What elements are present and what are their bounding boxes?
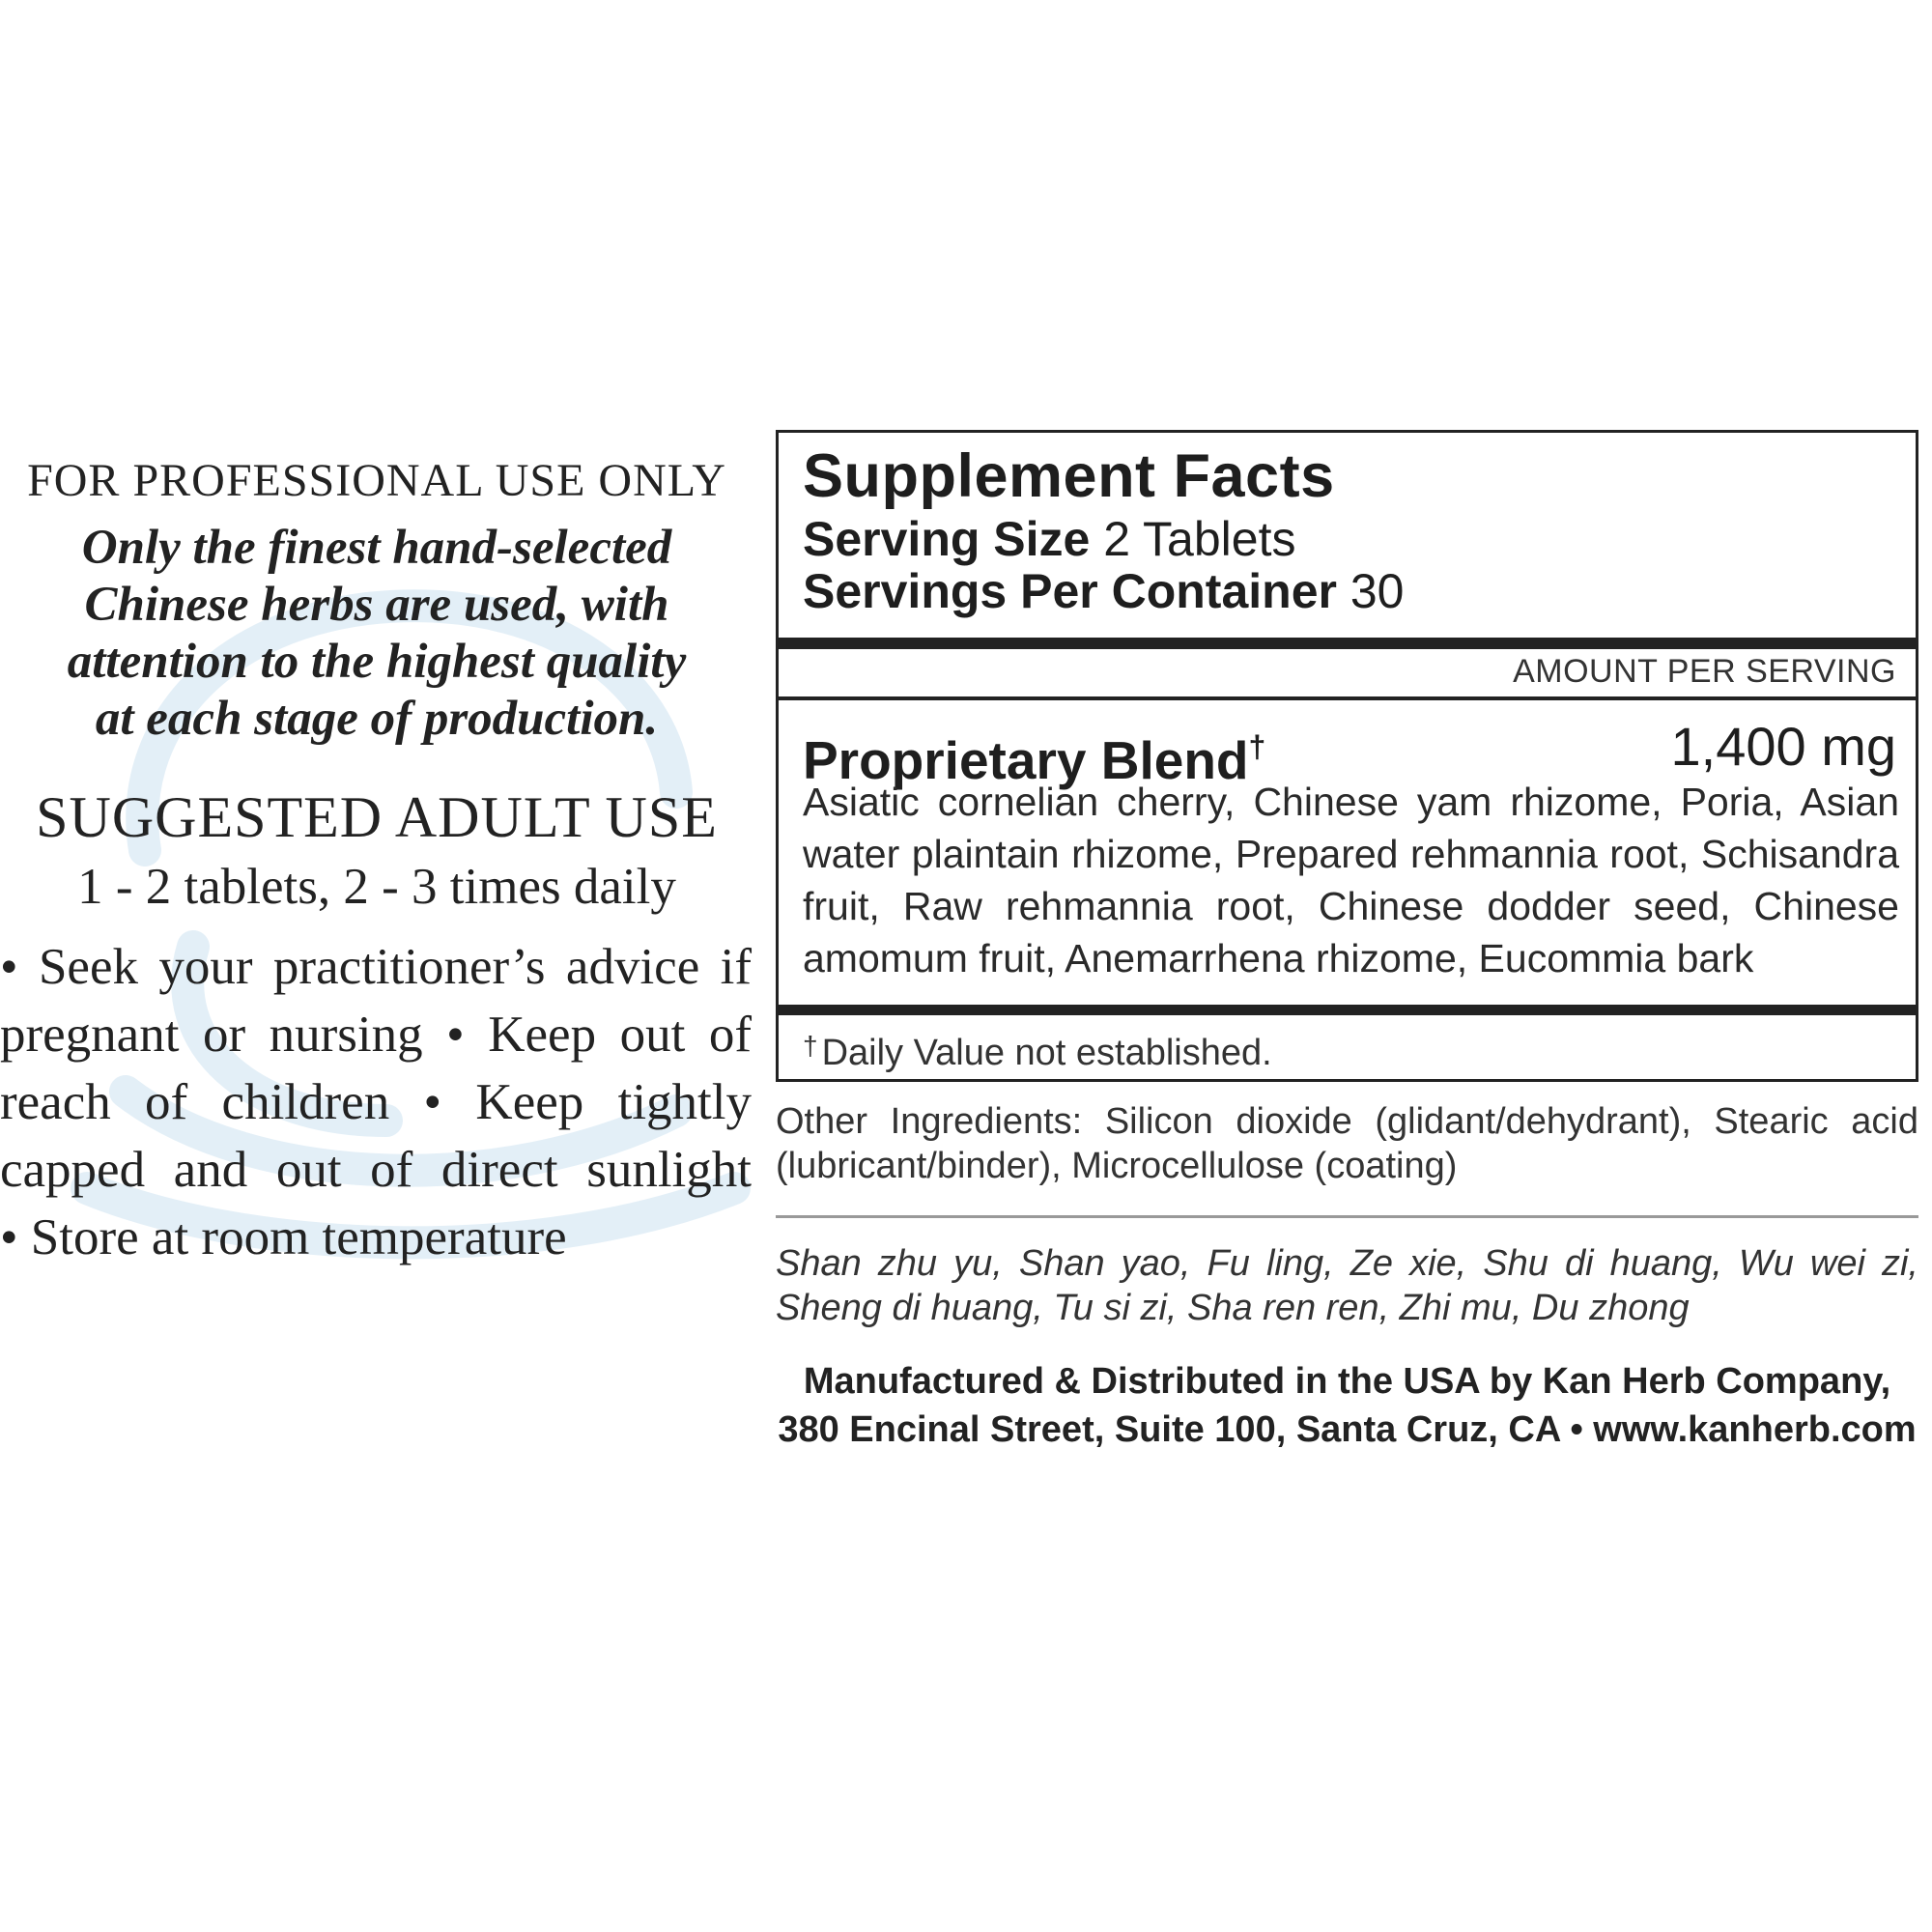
warning-line: pregnant or nursing • Keep out of bbox=[0, 1007, 752, 1063]
quality-statement bbox=[0, 520, 753, 748]
servings-per-container-value: 30 bbox=[1350, 564, 1405, 618]
other-ingredients-line: Other Ingredients: Silicon dioxide (glidant/dehydrant), Stearic acid bbox=[776, 1101, 1918, 1142]
left-column bbox=[0, 454, 753, 1271]
quality-line: at each stage of production. bbox=[95, 692, 659, 746]
proprietary-blend-amount: 1,400 mg bbox=[1670, 716, 1896, 777]
ingredient-line: Asiatic cornelian cherry, Chinese yam rhizome, Poria, Asian bbox=[803, 780, 1899, 824]
pinyin-line: Sheng di huang, Tu si zi, Sha ren ren, Zhi mu, Du zhong bbox=[776, 1288, 1690, 1328]
facts-title: Supplement Facts bbox=[803, 442, 1335, 510]
manufacturer-info bbox=[776, 1357, 1918, 1454]
quality-line: Only the finest hand-selected bbox=[81, 521, 672, 575]
other-ingredients bbox=[776, 1099, 1918, 1188]
serving-size-value: 2 Tablets bbox=[1103, 512, 1296, 566]
pinyin-names bbox=[776, 1241, 1918, 1330]
thin-divider bbox=[779, 696, 1916, 700]
warning-line: • Seek your practitioner’s advice if bbox=[0, 939, 752, 995]
warning-line: • Store at room temperature bbox=[0, 1209, 567, 1265]
quality-line: attention to the highest quality bbox=[67, 635, 687, 689]
manufacturer-line: Manufactured & Distributed in the USA by Kan Herb Company, bbox=[803, 1361, 1891, 1402]
supplement-facts-panel bbox=[776, 430, 1918, 1082]
dagger-mark: † bbox=[803, 1031, 818, 1061]
blend-ingredients bbox=[803, 776, 1899, 984]
ingredient-line: fruit, Raw rehmannia root, Chinese dodder seed, Chinese bbox=[803, 884, 1899, 928]
suggested-use-heading: SUGGESTED ADULT USE bbox=[36, 785, 718, 849]
servings-per-container-label: Servings Per Container bbox=[803, 564, 1337, 618]
ingredient-line: amomum fruit, Anemarrhena rhizome, Eucommia bark bbox=[803, 936, 1754, 980]
professional-notice: FOR PROFESSIONAL USE ONLY bbox=[27, 455, 726, 506]
serving-size-label: Serving Size bbox=[803, 512, 1091, 566]
other-ingredients-line: (lubricant/binder), Microcellulose (coating) bbox=[776, 1146, 1458, 1186]
warnings bbox=[0, 933, 752, 1271]
daily-value-text: Daily Value not established. bbox=[821, 1033, 1272, 1073]
section-divider bbox=[776, 1215, 1918, 1218]
blend-name-text: Proprietary Blend bbox=[803, 730, 1249, 790]
dosage-text: 1 - 2 tablets, 2 - 3 times daily bbox=[77, 859, 676, 915]
pinyin-line: Shan zhu yu, Shan yao, Fu ling, Ze xie, Shu di huang, Wu wei zi, bbox=[776, 1243, 1918, 1284]
thick-divider bbox=[779, 638, 1916, 649]
thick-divider bbox=[779, 1005, 1916, 1015]
servings-per-container-row bbox=[803, 564, 1405, 618]
warning-line: reach of children • Keep tightly bbox=[0, 1074, 752, 1130]
amount-per-serving-header: AMOUNT PER SERVING bbox=[1513, 653, 1896, 690]
warning-line: capped and out of direct sunlight bbox=[0, 1142, 752, 1198]
manufacturer-address: 380 Encinal Street, Suite 100, Santa Cruz, CA • www.kanherb.com bbox=[778, 1409, 1917, 1450]
serving-size-row bbox=[803, 512, 1295, 566]
daily-value-note bbox=[803, 1022, 1272, 1077]
ingredient-line: water plaintain rhizome, Prepared rehmannia root, Schisandra bbox=[803, 832, 1899, 876]
dagger-mark: † bbox=[1248, 729, 1266, 764]
quality-line: Chinese herbs are used, with bbox=[84, 578, 669, 632]
